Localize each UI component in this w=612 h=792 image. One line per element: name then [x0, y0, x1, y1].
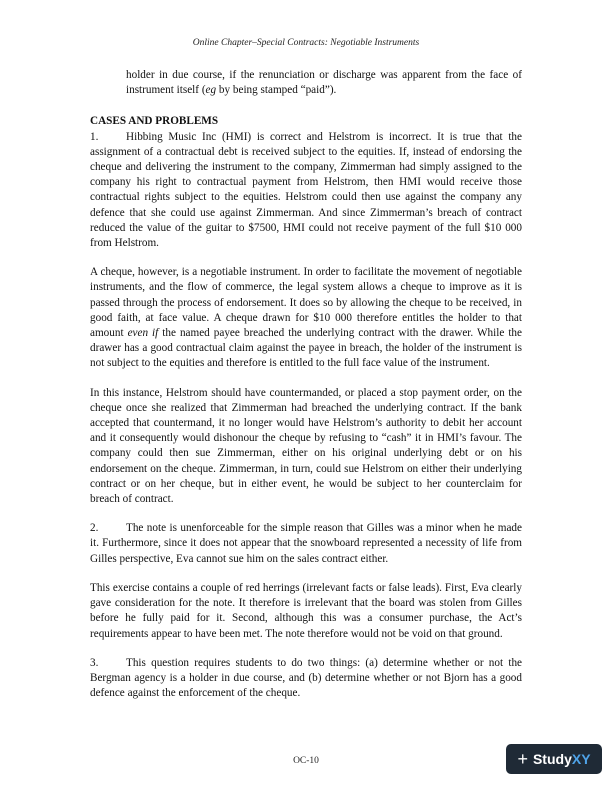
carryover-italic: eg — [205, 84, 217, 97]
watermark-accent-text: XY — [571, 751, 591, 767]
answer-1-text-1: Hibbing Music Inc (HMI) is correct and Helstrom is incorrect. It is true that the assignment of a contractual debt is received subject to the equities. If, instead of endorsing the cheque and delivering the instrument to the company, Zimmerman had simply assigned to the company his right to contractual payment from Helstrom, then HMI would receive those contractual rights subject to the equities. Helstrom could then use against the company any defence that she could use against Zimmerman. And since Zimmerman’s breach of contract reduced the value of the guitar to $7500, HMI could not receive payment of the full $10 000 from Helstrom. — [90, 130, 522, 250]
answer-2-text-1: The note is unenforceable for the simple reason that Gilles was a minor when he made it. Furthermore, since it does not appear that the snowboard represented a necessity of life from Gilles perspective, Eva cannot sue him on the sales contract either. — [90, 522, 522, 565]
answer-1-paragraph-1 — [90, 130, 522, 252]
studyxy-watermark — [506, 744, 602, 774]
section-heading: CASES AND PROBLEMS — [90, 115, 219, 128]
carryover-paragraph — [90, 68, 522, 98]
answer-1-text-2a: A cheque, however, is a negotiable instrument. In order to facilitate the movement of negotiable instruments, and the flow of commerce, the legal system allows a cheque to improve as it is passed through the process of endorsement. It does so by allowing the cheque to be received, in good faith, at face value. A cheque drawn for $10 000 therefore entitles the holder to that amount — [90, 266, 522, 340]
watermark-text: Study — [532, 751, 572, 767]
answer-1-text-2b: the named payee breached the underlying contract with the drawer. While the drawer has a good contractual claim against the payee in breach, the holder of the instrument is not subject to the equities and therefore is entitled to the full face value of the instrument. — [90, 327, 522, 370]
answer-2-paragraph-1 — [90, 521, 522, 567]
answer-1-italic: even if — [127, 327, 159, 340]
page-number: OC-10 — [293, 756, 319, 766]
answer-2-paragraph-2: This exercise contains a couple of red herrings (irrelevant facts or false leads). First, Eva clearly gave consideration for the note. It therefore is irrelevant that the board was stolen from Gilles before he fully paid for it. Second, although this was a consumer purchase, the Act’s requirements appear to have been met. The note therefore would not be void on that ground. — [90, 581, 522, 640]
answer-2-number: 2. — [90, 522, 99, 535]
answer-1-paragraph-2 — [90, 265, 522, 371]
running-header: Online Chapter–Special Contracts: Negotiable Instruments — [192, 38, 420, 48]
answer-3-text-1: This question requires students to do two things: (a) determine whether or not the Bergman agency is a holder in due course, and (b) determine whether or not Bjorn has a good defence against the enforcement of the cheque. — [90, 656, 522, 700]
carryover-text-a: holder in due course, if the renunciation or discharge was apparent from the face of instrument itself ( — [126, 69, 522, 97]
carryover-text-b: by being stamped “paid”). — [216, 84, 337, 97]
plus-icon: + — [517, 749, 528, 769]
answer-3-paragraph-1 — [90, 656, 522, 702]
answer-1-number: 1. — [90, 130, 99, 143]
answer-3-number: 3. — [90, 656, 99, 669]
document-body — [90, 68, 522, 701]
answer-1-paragraph-3: In this instance, Helstrom should have countermanded, or placed a stop payment order, on the cheque once she realized that Zimmerman had breached the underlying contract. If the bank accepted that countermand, it no longer would have Helstrom’s authority to debit her account and it consequently would dishonour the cheque by refusing to “cash” it in HMI’s favour. The company could then sue Zimmerman, either on his original underlying debt or on his endorsement on the cheque. Zimmerman, in turn, could sue Helstrom on either their underlying contract or on her cheque, but in either event, he would be subject to her counterclaim for breach of contract. — [90, 386, 522, 506]
